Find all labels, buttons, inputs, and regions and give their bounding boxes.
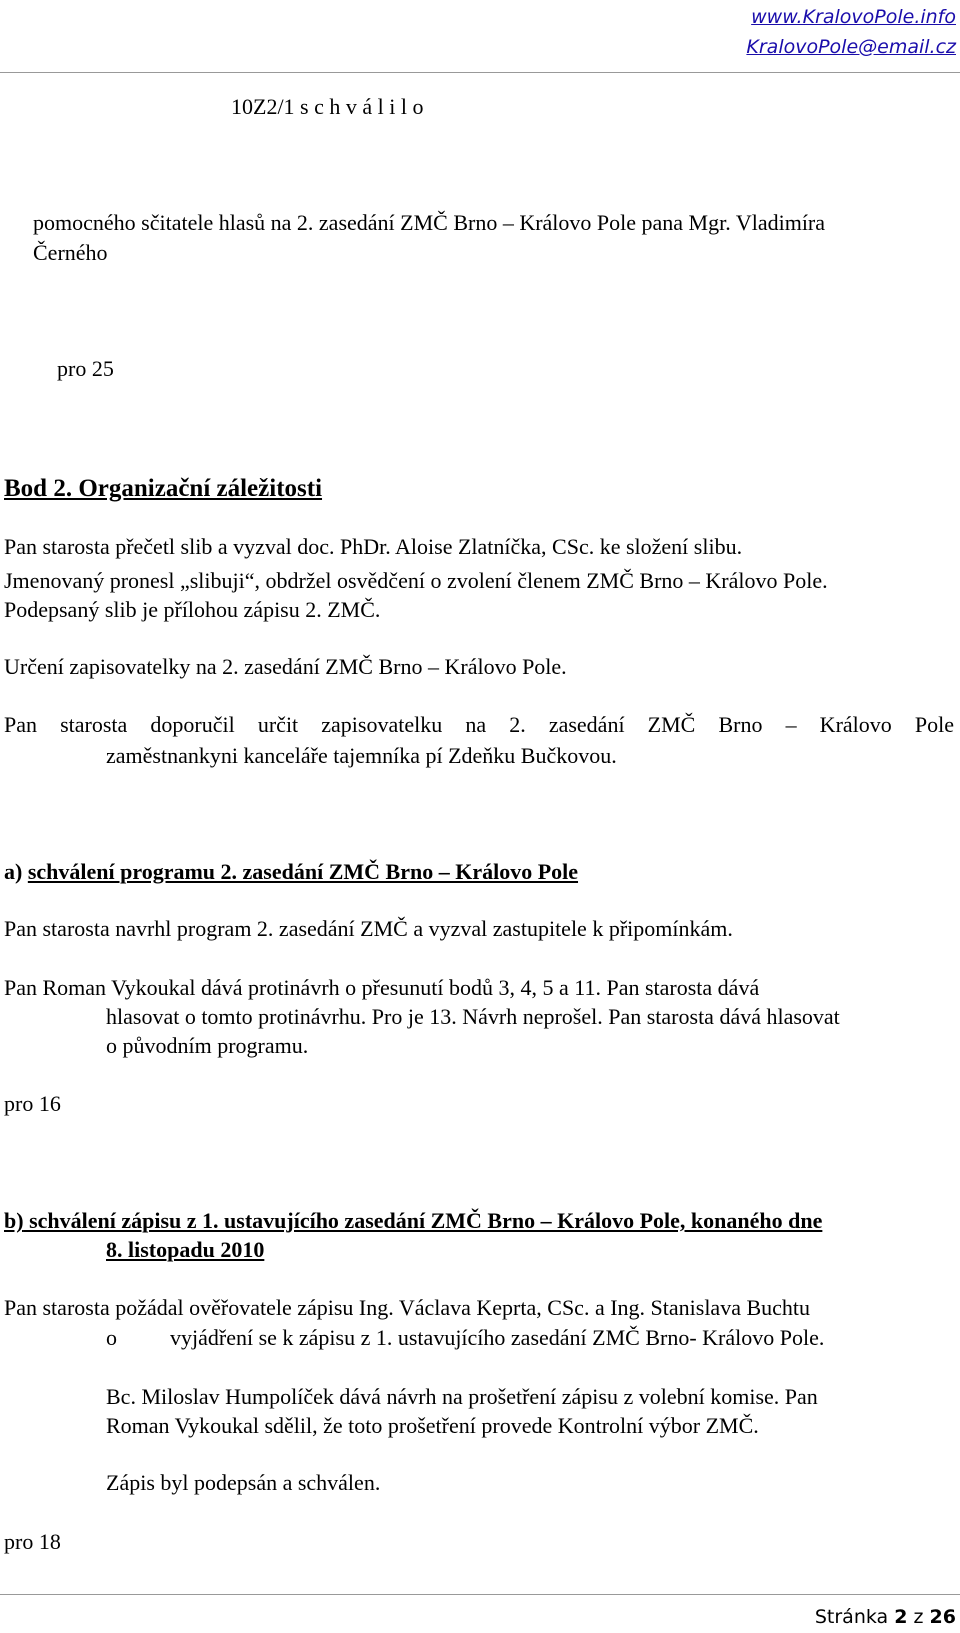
humpolicek-line-2: Roman Vykoukal sdělil, že toto prošetření provede Kontrolní výbor ZMČ. — [106, 1413, 759, 1438]
page-total: 26 — [929, 1606, 956, 1628]
pledge-line-2: Jmenovaný pronesl „slibuji“, obdržel osvědčení o zvolení členem ZMČ Brno – Královo Pole. — [4, 568, 828, 593]
section-b-title-2: 8. listopadu 2010 — [106, 1237, 265, 1262]
verifiers-line-2: vyjádření se k zápisu z 1. ustavujícího zasedání ZMČ Brno- Královo Pole. — [170, 1325, 825, 1350]
vote-result-2: pro 16 — [4, 1091, 61, 1116]
counter-line-1: pomocného sčitatele hlasů na 2. zasedání ZMČ Brno – Královo Pole pana Mgr. Vladimíra — [33, 210, 826, 235]
header-divider — [0, 72, 960, 73]
vote-result-3: pro 18 — [4, 1529, 61, 1554]
page-number — [815, 1603, 956, 1631]
section-a-title: schválení programu 2. zasedání ZMČ Brno – Královo Pole — [27, 859, 579, 884]
section-b-label: b) — [4, 1208, 24, 1233]
signed-line: Zápis byl podepsán a schválen. — [106, 1470, 381, 1495]
section-b-title-1: schválení zápisu z 1. ustavujícího zasedání ZMČ Brno – Královo Pole, konaného dne — [23, 1208, 823, 1233]
section-a-heading — [4, 857, 578, 887]
page-current: 2 — [894, 1606, 908, 1628]
section-b-heading — [4, 1206, 822, 1236]
program-line: Pan starosta navrhl program 2. zasedání ZMČ a vyzval zastupitele k připomínkám. — [4, 916, 733, 941]
counter-line-2: Černého — [33, 240, 108, 265]
recorder-line-2: zaměstnankyni kanceláře tajemníka pí Zdeňku Bučkovou. — [106, 743, 617, 768]
recorder-heading: Určení zapisovatelky na 2. zasedání ZMČ Brno – Královo Pole. — [4, 654, 567, 679]
pledge-line-3: Podepsaný slib je přílohou zápisu 2. ZMČ. — [4, 597, 381, 622]
section-a-label: a) — [4, 859, 23, 884]
counter-proposal-line-3: o původním programu. — [106, 1033, 309, 1058]
page-of: z — [913, 1606, 924, 1628]
humpolicek-line-1: Bc. Miloslav Humpolíček dává návrh na prošetření zápisu z volební komise. Pan — [106, 1384, 818, 1409]
page-header — [746, 2, 956, 62]
verifiers-line-2-prefix: o — [106, 1325, 117, 1350]
verifiers-line-1: Pan starosta požádal ověřovatele zápisu Ing. Václava Keprta, CSc. a Ing. Stanislava Buchtu — [4, 1295, 811, 1320]
recorder-line-1: Pan starosta doporučil určit zapisovatelku na 2. zasedání ZMČ Brno – Královo Pole — [4, 712, 954, 737]
email-link[interactable]: KralovoPole@email.cz — [746, 36, 956, 58]
counter-proposal-line-1: Pan Roman Vykoukal dává protinávrh o přesunutí bodů 3, 4, 5 a 11. Pan starosta dává — [4, 975, 760, 1000]
counter-proposal-line-2: hlasovat o tomto protinávrhu. Pro je 13. Návrh neprošel. Pan starosta dává hlasovat — [106, 1004, 840, 1029]
website-link[interactable]: www.KralovoPole.info — [751, 6, 956, 28]
footer-divider — [0, 1594, 960, 1595]
pledge-line-1: Pan starosta přečetl slib a vyzval doc. PhDr. Aloise Zlatníčka, CSc. ke složení slibu. — [4, 534, 743, 559]
section-heading-bod2: Bod 2. Organizační záležitosti — [4, 475, 323, 502]
vote-result-1: pro 25 — [57, 356, 114, 381]
resolution-approved-line: 10Z2/1 s c h v á l i l o — [231, 94, 424, 119]
page-label: Stránka — [814, 1606, 889, 1628]
